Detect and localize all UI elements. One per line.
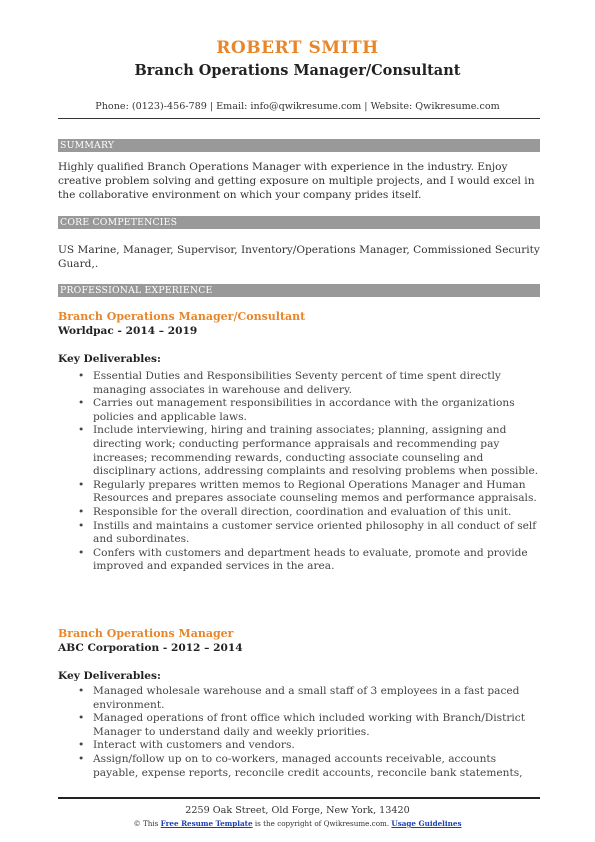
- footer-address: 2259 Oak Street, Old Forge, New York, 13420: [185, 805, 410, 816]
- experience-heading: PROFESSIONAL EXPERIENCE: [58, 284, 540, 297]
- job-company: ABC Corporation - 2012 – 2014: [58, 642, 243, 654]
- key-deliverables-label: Key Deliverables:: [58, 353, 161, 365]
- job-title: Branch Operations Manager/Consultant: [58, 310, 306, 323]
- contact-line: Phone: (0123)-456-789 | Email: info@qwikresume.com | Website: Qwikresume.com: [95, 101, 500, 112]
- list-item: • Interact with customers and vendors.: [58, 739, 540, 753]
- list-item: • Include interviewing, hiring and training associates; planning, assigning and directing work; conducting performance appraisals and recommending pay increases; recommending rewards, conducting associate counseling and disciplinary actions, addressing complaints and resolving problems when possible.: [58, 424, 540, 478]
- candidate-title: Branch Operations Manager/Consultant: [134, 62, 461, 79]
- list-item: • Managed operations of front office which included working with Branch/District Manager to understand daily and weekly priorities.: [58, 712, 540, 739]
- summary-heading: SUMMARY: [58, 139, 540, 152]
- job-company: Worldpac - 2014 – 2019: [58, 325, 198, 337]
- header-divider: [58, 118, 540, 119]
- candidate-name: ROBERT SMITH: [216, 38, 379, 58]
- competencies-text: US Marine, Manager, Supervisor, Inventory/Operations Manager, Commissioned Security Guard,.: [58, 244, 540, 270]
- list-item: • Essential Duties and Responsibilities Seventy percent of time spent directly managing associates in warehouse and delivery.: [58, 370, 540, 397]
- list-item: • Confers with customers and department heads to evaluate, promote and provide improved and expanded services in the area.: [58, 547, 540, 574]
- list-item: • Managed wholesale warehouse and a small staff of 3 employees in a fast paced environment.: [58, 685, 540, 712]
- list-item: • Carries out management responsibilities in accordance with the organizations policies and applicable laws.: [58, 397, 540, 424]
- summary-text: Highly qualified Branch Operations Manager with experience in the industry. Enjoy creative problem solving and getting exposure on multiple projects, and I would excel in the collaborative environment on which your company prides itself.: [58, 161, 535, 201]
- usage-guidelines-link[interactable]: Usage Guidelines: [391, 819, 462, 828]
- list-item: • Instills and maintains a customer service oriented philosophy in all conduct of self and subordinates.: [58, 520, 540, 547]
- job-bullets: [58, 370, 540, 574]
- key-deliverables-label: Key Deliverables:: [58, 670, 161, 682]
- list-item: • Responsible for the overall direction, coordination and evaluation of this unit.: [58, 506, 540, 520]
- footer-divider: [58, 797, 540, 799]
- job-bullets: [58, 685, 540, 780]
- copyright-prefix: © This: [133, 819, 161, 828]
- copyright-middle: is the copyright of Qwikresume.com.: [252, 819, 392, 828]
- competencies-heading: CORE COMPETENCIES: [58, 216, 540, 229]
- list-item: • Assign/follow up on to co-workers, managed accounts receivable, accounts payable, expense reports, reconcile credit accounts, reconcile bank statements,: [58, 753, 540, 780]
- footer-copyright: [0, 819, 595, 828]
- list-item: • Regularly prepares written memos to Regional Operations Manager and Human Resources and prepares associate counseling memos and performance appraisals.: [58, 479, 540, 506]
- job-title: Branch Operations Manager: [58, 627, 234, 640]
- free-resume-template-link[interactable]: Free Resume Template: [160, 819, 253, 828]
